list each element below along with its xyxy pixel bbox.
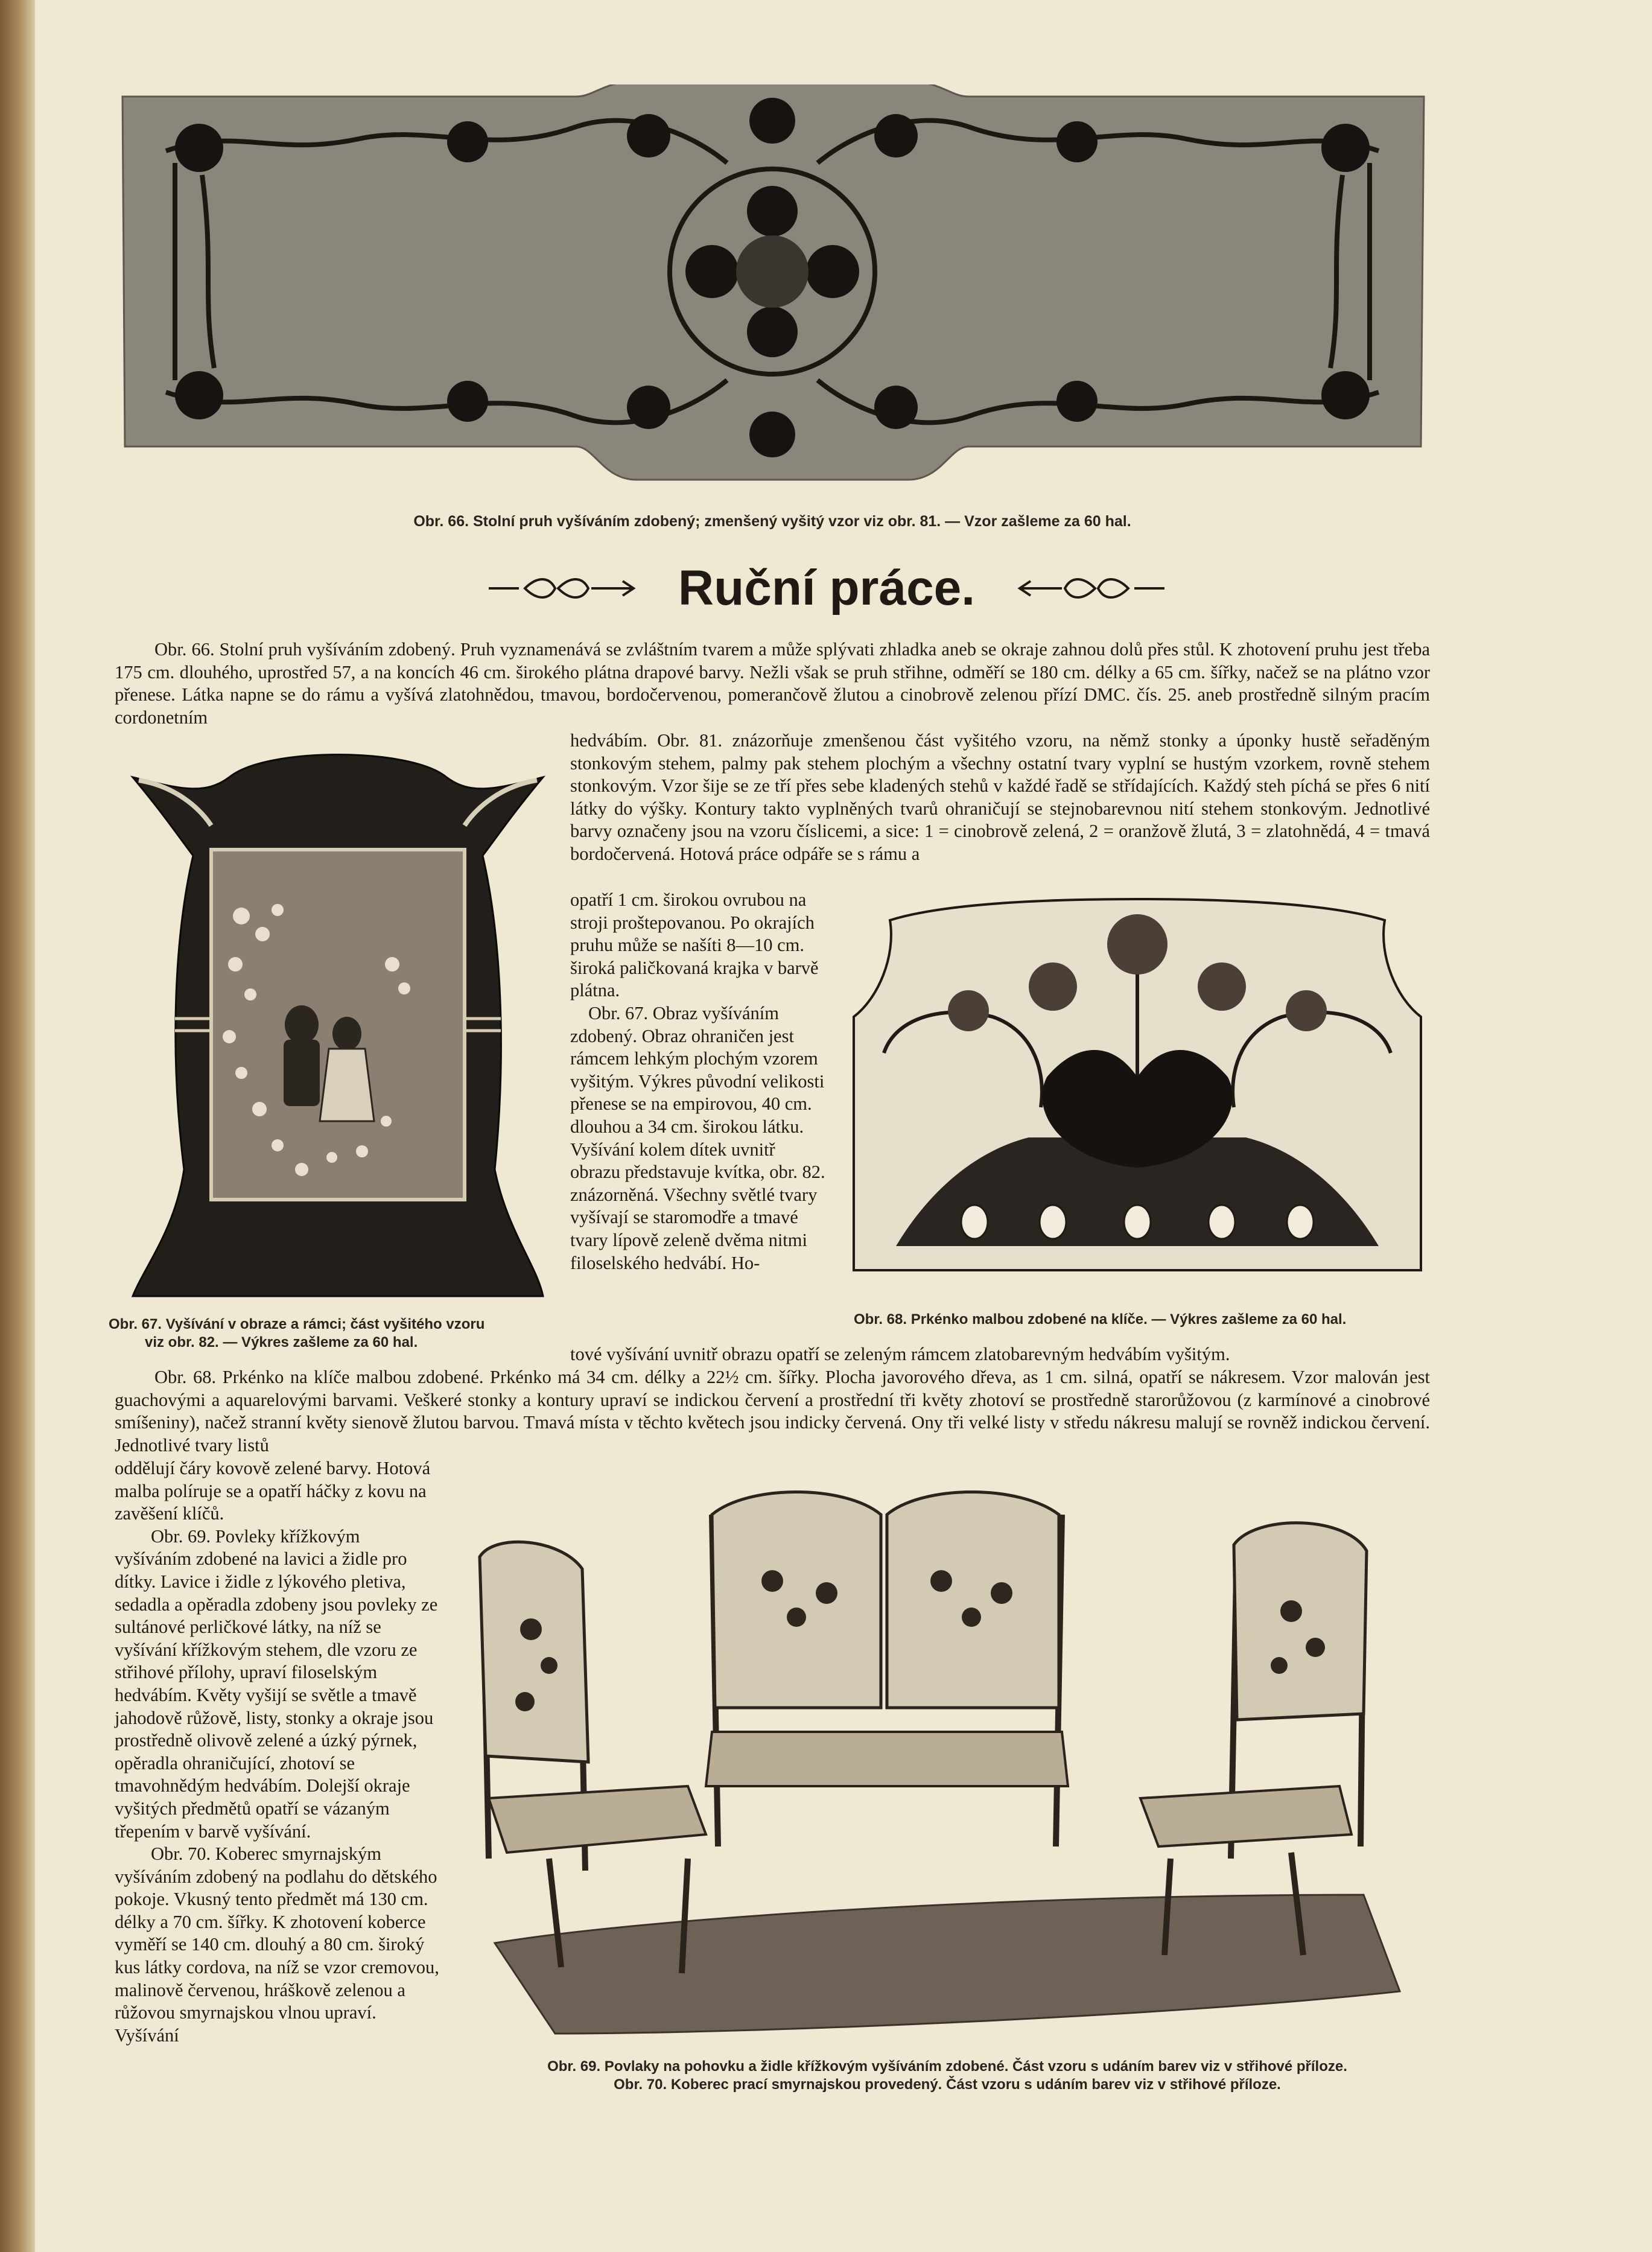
ornament-right-icon — [1014, 573, 1171, 603]
figure-68-key-board — [848, 896, 1427, 1273]
paragraph-obr-67 — [570, 889, 830, 1274]
paragraph-obr-67-text: Obr. 67. Obraz vyšíváním zdobený. Obraz ohraničen jest rámcem lehkým plochým vzorem vyšitým. Výkres původní velikosti přenese se na empirovou, 40 cm. dlouhou a 34 cm. širokou látku. Vyšívání kolem dítek uvnitř obrazu představuje kvítka, obr. 82. znázorněná. Všechny světlé tvary vyšívají se staromodře a tmavé tvary lípově zeleně dvěma nitmi filoselského hedvábí. Ho- — [570, 1002, 825, 1273]
figure-66-caption: Obr. 66. Stolní pruh vyšíváním zdobený; zmenšený vyšitý vzor viz obr. 81. — Vzor zašleme za 60 hal. — [413, 513, 1131, 530]
figure-69-70-furniture — [459, 1472, 1436, 2040]
figure-70-caption: Obr. 70. Koberec prací smyrnajskou provedený. Část vzoru s udáním barev viz v střihové příloze. — [614, 2076, 1281, 2093]
paragraph-border-text: opatří 1 cm. širokou ovrubou na stroji proštepovanou. Po okrajích pruhu může se našíti 8—10 cm. široká paličkovaná krajka v barvě plátna. — [570, 889, 819, 1001]
paragraph-obr-81-description — [570, 730, 1430, 866]
page-title: Ruční práce. — [678, 561, 976, 615]
figure-69-caption: Obr. 69. Povlaky na pohovku a židle křížkovým vyšíváním zdobené. Část vzoru s udáním barev viz v střihové příloze. — [547, 2058, 1347, 2075]
framed-picture-illustration — [121, 735, 555, 1305]
furniture-illustration — [459, 1472, 1436, 2040]
figure-67-caption-line1: Obr. 67. Vyšívání v obraze a rámci; část vyšitého vzoru — [109, 1316, 485, 1332]
figure-67-caption-line2: viz obr. 82. — Výkres zašleme za 60 hal. — [145, 1334, 418, 1350]
paragraph-obr-66 — [115, 638, 1430, 729]
key-board-illustration — [848, 896, 1427, 1273]
figure-66-table-runner — [118, 84, 1427, 483]
paragraph-obr-67-end-text: tové vyšívání uvnitř obrazu opatří se zeleným rámcem zlatobarevným hedvábím vyšitým. — [570, 1344, 1230, 1364]
book-binding-edge — [0, 0, 35, 2252]
section-heading — [483, 555, 1171, 622]
paragraph-obr-68-text: Obr. 68. Prkénko na klíče malbou zdobené. Prkénko má 34 cm. délky a 22½ cm. šířky. Plocha javorového dřeva, as 1 cm. silná, opatří se nákresem. Vzor malován jest guachovými a aquarelovými barvami. Veškeré stonky a kontury upraví se indickou červení a prostřední tři květy zhotoví se prostředně starorůžovou (z karmínové a cinobrové smíšeniny), načež stranní květy sienově žlutou barvou. Tmavá místa v těchto květech jsou indicky červená. Ony tři velké listy v středu nákresu malují se rovněž indickou červení. Jednotlivé tvary listů — [115, 1367, 1430, 1455]
figure-67-caption — [109, 1315, 555, 1352]
paragraph-obr-67-end — [570, 1343, 1430, 1366]
paragraph-obr-81-text: hedvábím. Obr. 81. znázorňuje zmenšenou část vyšitého vzoru, na němž stonky a úponky hustě seřaděným stonkovým stehem, palmy pak stehem plochým a všechny ostatní tvary vyplní se hustým vzorkem, rovně stehem stonkovým. Vzor šije se ze tří přes sebe kladených stehů v každé řadě se střídajících. Každý steh píchá se přes 6 nití látky do výšky. Kontury takto vyplněných tvarů ohraničují se stejnobarevnou nití stehem stonkovým. Jednotlivé barvy označeny jsou na vzoru číslicemi, a sice: 1 = cinobrově zelená, 2 = oranžově žlutá, 3 = zlatohnědá, 4 = tmavá bordočervená. Hotová práce odpáře se s rámu a — [570, 730, 1430, 864]
paragraph-obr-69-text: Obr. 69. Povleky křížkovým vyšíváním zdobené na lavici a židle pro dítky. Lavice i židle z lýkového pletiva, sedadla a opěradla zdobeny jsou povleky ze sultánové perličkové látky, na níž se vyšívání křížkovým stehem, dle vzoru ze střihové přílohy, upraví filoselským hedvábím. Květy vyšijí se světle a tmavě jahodově růžově, listy, stonky a okraje jsou prostředně olivově zelené a úzký pýrnek, opěradla ohraničující, zhotoví se tmavohnědým hedvábím. Dolejší okraje vyšitých předmětů opatří se vázaným třepením v barvě vyšívání. — [115, 1525, 438, 1842]
paragraph-obr-70-text: Obr. 70. Koberec smyrnajským vyšíváním zdobený na podlahu do dětského pokoje. Vkusný tento předmět má 130 cm. délky a 70 cm. šířky. K zhotovení koberce vyměří se 140 cm. dlouhý a 80 cm. široký kus látky cordova, na níž se vzor cremovou, malinově červenou, hráškově zelenou a růžovou smyrnajskou vlnou upraví. Vyšívání — [115, 1843, 439, 2046]
figure-69-70-caption — [459, 2058, 1436, 2094]
paragraph-obr-68-end-text: oddělují čáry kovově zelené barvy. Hotová malba políruje se a opatří háčky z kovu na zavěšení klíčů. — [115, 1458, 431, 1524]
paragraph-obr-66-text: Obr. 66. Stolní pruh vyšíváním zdobený. Pruh vyznamenává se zvláštním tvarem a může splývati zhladka aneb se okraje zahnou dolů přes stůl. K zhotovení pruhu jest třeba 175 cm. dlouhého, uprostřed 57, a na koncích 46 cm. širokého plátna drapové barvy. Nežli však se pruh střihne, odměří se 180 cm. délky a 65 cm. šířky, načež se na plátno vzor přenese. Látka napne se do rámu a vyšívá zlatohnědou, tmavou, bordočervenou, pomerančově žlutou a cinobrově zelenou přízí DMC. čís. 25. aneb prostředně silným pracím cordonetním — [115, 639, 1430, 728]
paragraph-obr-68 — [115, 1366, 1430, 1457]
figure-68-caption: Obr. 68. Prkénko malbou zdobené na klíče. — Výkres zašleme za 60 hal. — [854, 1311, 1347, 1328]
table-runner-illustration — [118, 84, 1427, 483]
figure-67-framed-picture — [121, 735, 555, 1305]
paragraph-left-column — [115, 1457, 440, 2047]
